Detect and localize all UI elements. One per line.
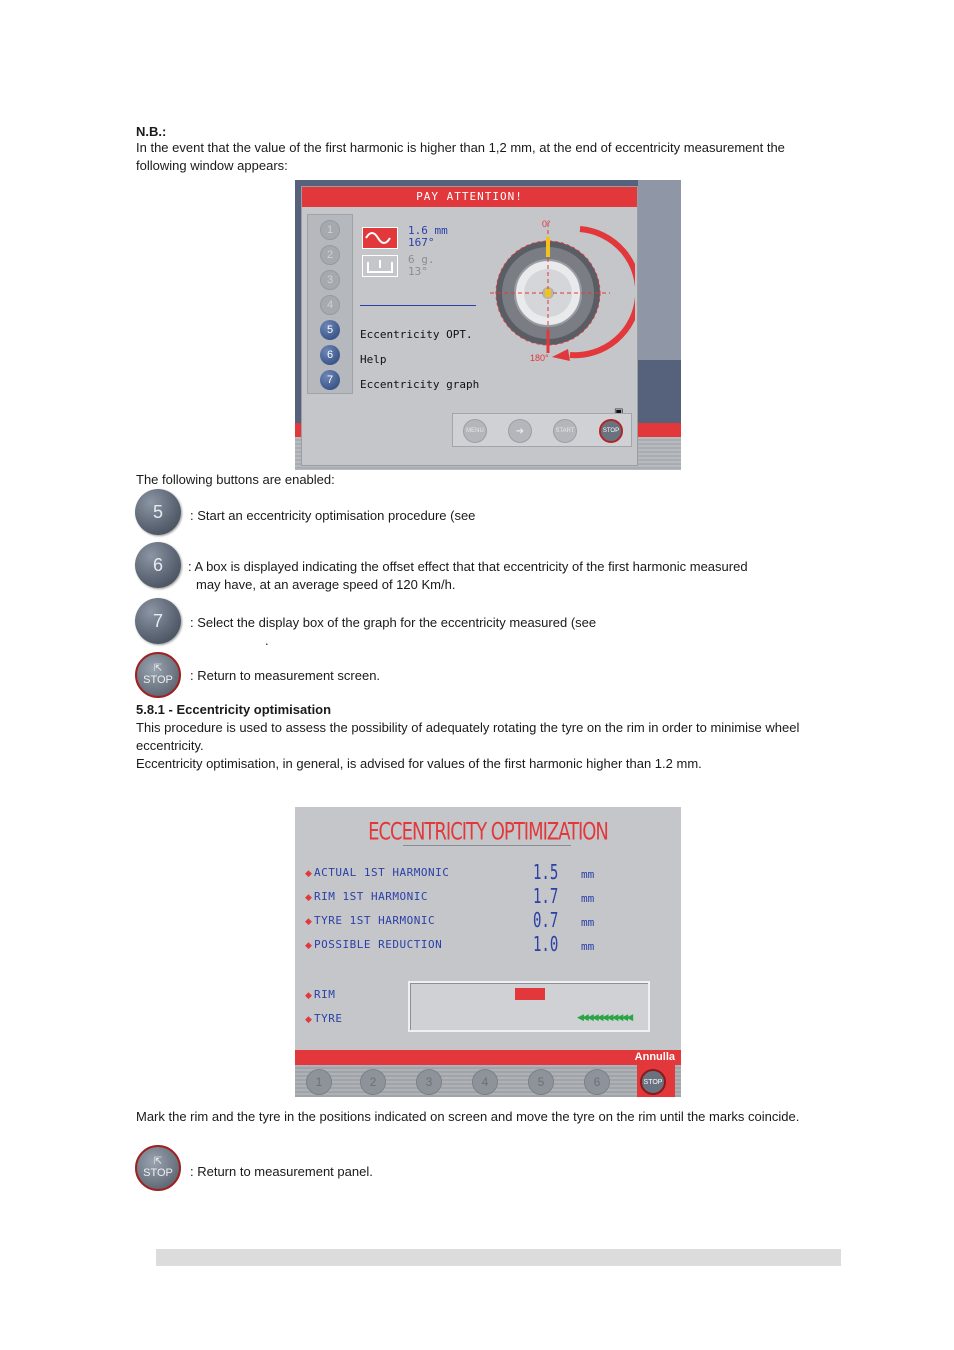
key-7-description: : Select the display box of the graph for the eccentricity measured (see: [190, 615, 597, 630]
section-p1a: This procedure is used to assess the possibility of adequately rotating the tyre on the rim in order to minimise wheel: [136, 720, 800, 735]
weight-g: 6 g.: [408, 253, 435, 266]
row-value: 1.0: [533, 932, 559, 956]
stop-arrow-icon: ⇱: [153, 1156, 163, 1167]
bar-key-1: 1: [306, 1069, 332, 1095]
bullet-icon: ◆: [305, 916, 312, 926]
row-unit: mm: [581, 916, 595, 929]
stop-button[interactable]: [135, 652, 181, 698]
key-6-button[interactable]: 6: [135, 542, 181, 588]
key-5-button[interactable]: 5: [135, 489, 181, 535]
nb-line-1: In the event that the value of the first harmonic is higher than 1,2 mm, at the end of eccentricity measurement the: [136, 140, 785, 155]
row-value: 1.5: [533, 860, 559, 884]
bar-key-4: 4: [472, 1069, 498, 1095]
section-p1b: eccentricity.: [136, 738, 204, 753]
key-6-description-2: may have, at an average speed of 120 Km/h.: [196, 577, 456, 592]
weight-deg: 13°: [408, 265, 428, 278]
tyre-label: TYRE: [314, 1012, 343, 1025]
key-6[interactable]: 6: [320, 345, 340, 365]
pay-attention-screenshot: [295, 180, 681, 470]
row-unit: mm: [581, 892, 595, 905]
key-5[interactable]: 5: [320, 320, 340, 340]
divider: [360, 305, 476, 306]
row-rim: [305, 884, 675, 908]
bar-stop-button[interactable]: STOP: [640, 1069, 666, 1095]
row-unit: mm: [581, 868, 595, 881]
section-heading: 5.8.1 - Eccentricity optimisation: [136, 702, 332, 717]
nb-heading: N.B.:: [136, 124, 167, 139]
stop-description: : Return to measurement screen.: [190, 668, 381, 683]
angle-top: 0°: [542, 219, 551, 229]
key-7[interactable]: 7: [320, 370, 340, 390]
bar-key-6: 6: [584, 1069, 610, 1095]
mark-instruction: Mark the rim and the tyre in the positions indicated on screen and move the tyre on the rim until the marks coincide.: [136, 1109, 800, 1124]
row-label: POSSIBLE REDUCTION: [314, 938, 443, 951]
key-7-description-2: .: [265, 633, 269, 648]
bullet-icon: ◆: [305, 868, 312, 878]
screen-title: ECCENTRICITY OPTIMIZATION: [368, 816, 608, 846]
wheel-diagram: [490, 215, 635, 365]
nb-line-2: following window appears:: [136, 158, 288, 173]
bar-key-3: 3: [416, 1069, 442, 1095]
key-5-description: : Start an eccentricity optimisation procedure (see: [190, 508, 476, 523]
title-underline: [403, 845, 571, 846]
menu-button[interactable]: MENU: [463, 419, 487, 443]
key-3: 3: [320, 270, 340, 290]
row-value: 0.7: [533, 908, 559, 932]
angle-bottom: 180°: [530, 353, 549, 363]
row-actual: [305, 860, 675, 884]
harmonic-deg: 167°: [408, 236, 435, 249]
key-4: 4: [320, 295, 340, 315]
stop-return-text: : Return to measurement panel.: [190, 1164, 373, 1179]
key-column: [307, 214, 353, 394]
key-1: 1: [320, 220, 340, 240]
row-label: ACTUAL 1ST HARMONIC: [314, 866, 450, 879]
key-7-button[interactable]: 7: [135, 598, 181, 644]
bullet-icon: ◆: [305, 892, 312, 902]
menu-eccentricity-opt[interactable]: Eccentricity OPT.: [360, 328, 473, 341]
bullet-icon: ◆: [305, 990, 312, 1000]
menu-help[interactable]: Help: [360, 353, 387, 366]
footer-bar: [156, 1249, 841, 1266]
enabled-intro: The following buttons are enabled:: [136, 472, 335, 487]
row-tyre: [305, 908, 675, 932]
window-title: PAY ATTENTION!: [302, 187, 637, 207]
bullet-icon: ◆: [305, 1014, 312, 1024]
row-reduction: [305, 932, 675, 956]
rim-label: RIM: [314, 988, 336, 1001]
annulla-label[interactable]: Annulla: [634, 1051, 675, 1063]
background-panel: [638, 180, 681, 360]
menu-eccentricity-graph[interactable]: Eccentricity graph: [360, 378, 480, 391]
red-strip: [295, 1050, 681, 1065]
row-unit: mm: [581, 940, 595, 953]
bar-key-5: 5: [528, 1069, 554, 1095]
sine-wave-icon: [362, 227, 398, 249]
row-label: TYRE 1ST HARMONIC: [314, 914, 436, 927]
rim-mark: [515, 988, 545, 1000]
bullet-icon: ◆: [305, 940, 312, 950]
row-value: 1.7: [533, 884, 559, 908]
stop-button-2[interactable]: [135, 1145, 181, 1191]
stop-arrow-icon: ⇱: [153, 663, 163, 674]
stop-button-small[interactable]: STOP: [599, 419, 623, 443]
key-6-description: : A box is displayed indicating the offset effect that that eccentricity of the first harmonic measured: [188, 559, 748, 574]
section-p2: Eccentricity optimisation, in general, is advised for values of the first harmonic higher than 1.2 mm.: [136, 756, 702, 771]
stop-label: STOP: [143, 674, 173, 686]
stop-label: STOP: [143, 1167, 173, 1179]
arrow-right-icon[interactable]: ➜: [508, 419, 532, 443]
bottom-toolbar: [452, 413, 632, 447]
tyre-arrows: ◀◀◀◀◀◀◀◀◀◀◀: [577, 1012, 632, 1022]
eccentricity-optimization-screenshot: [295, 807, 681, 1097]
start-button[interactable]: START: [553, 419, 577, 443]
weight-icon: [362, 255, 398, 277]
key-2: 2: [320, 245, 340, 265]
bar-key-2: 2: [360, 1069, 386, 1095]
harmonic-mm: 1.6 mm: [408, 224, 448, 237]
row-label: RIM 1ST HARMONIC: [314, 890, 428, 903]
